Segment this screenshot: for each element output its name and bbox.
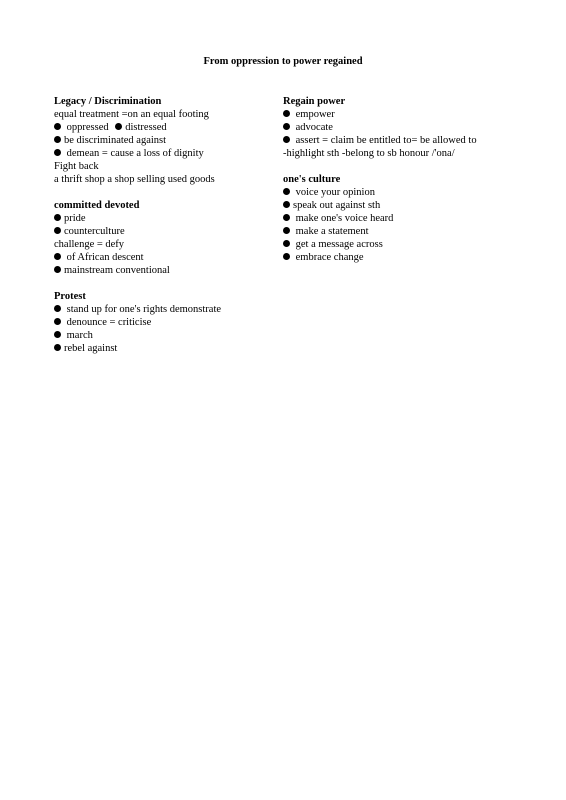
list-item (283, 121, 477, 134)
list-item (54, 225, 221, 238)
list-item (283, 251, 477, 264)
list-item-text: distressed (125, 122, 167, 133)
list-item (54, 329, 221, 342)
list-item-text: mainstream conventional (64, 265, 170, 276)
list-item (54, 251, 221, 264)
list-item-text: advocate (295, 122, 333, 133)
heading-regain-power: Regain power (283, 96, 346, 107)
list-item (54, 121, 221, 134)
list-item (283, 225, 477, 238)
bullet-icon (283, 188, 290, 195)
list-item (283, 238, 477, 251)
heading-protest: Protest (54, 291, 86, 302)
list-item-text: be discriminated against (64, 135, 167, 146)
list-item-text: of African descent (66, 252, 144, 263)
bullet-icon (283, 136, 290, 143)
list-item-text: make a statement (295, 226, 369, 237)
list-item (54, 212, 221, 225)
bullet-icon (54, 266, 61, 273)
bullet-icon (283, 227, 290, 234)
list-item-text: oppressed (66, 122, 109, 133)
bullet-icon (54, 123, 61, 130)
list-item-text: stand up for one's rights demonstrate (66, 304, 222, 315)
bullet-icon (54, 344, 61, 351)
list-item-text: speak out against sth (293, 200, 381, 211)
bullet-icon (54, 305, 61, 312)
text-line: -highlight sth -belong to sb honour /'ona/ (283, 148, 455, 159)
heading-committed: committed devoted (54, 200, 140, 211)
heading-legacy: Legacy / Discrimination (54, 96, 162, 107)
left-column (54, 95, 221, 355)
bullet-icon (283, 240, 290, 247)
list-item-text: rebel against (64, 343, 118, 354)
text-line: equal treatment =on an equal footing (54, 109, 209, 120)
list-item-text: assert = claim be entitled to= be allowed to (295, 135, 477, 146)
list-item-text: denounce = criticise (66, 317, 152, 328)
list-item (54, 134, 221, 147)
document-title: From oppression to power regained (203, 56, 363, 67)
bullet-icon (283, 110, 290, 117)
bullet-icon (283, 201, 290, 208)
list-item-text: demean = cause a loss of dignity (66, 148, 204, 159)
text-line: challenge = defy (54, 239, 125, 250)
bullet-icon (283, 253, 290, 260)
list-item (54, 147, 221, 160)
list-item-text: get a message across (295, 239, 383, 250)
bullet-icon (54, 318, 61, 325)
list-item (283, 134, 477, 147)
right-column (283, 95, 477, 264)
list-item (54, 342, 221, 355)
list-item (283, 108, 477, 121)
bullet-icon (54, 149, 61, 156)
list-item (54, 316, 221, 329)
bullet-icon (283, 214, 290, 221)
list-item-text: make one's voice heard (295, 213, 394, 224)
list-item (283, 199, 477, 212)
list-item (283, 186, 477, 199)
bullet-icon (54, 214, 61, 221)
list-item (54, 303, 221, 316)
list-item-text: march (66, 330, 93, 341)
list-item-text: voice your opinion (295, 187, 375, 198)
list-item (54, 264, 221, 277)
bullet-icon (283, 123, 290, 130)
list-item-text: empower (295, 109, 335, 120)
bullet-icon (54, 136, 61, 143)
list-item-text: embrace change (295, 252, 364, 263)
bullet-icon (54, 331, 61, 338)
list-item-text: pride (64, 213, 86, 224)
bullet-icon (54, 253, 61, 260)
bullet-icon (54, 227, 61, 234)
bullet-icon (115, 123, 122, 130)
list-item-text: counterculture (64, 226, 125, 237)
list-item (283, 212, 477, 225)
heading-ones-culture: one's culture (283, 174, 341, 185)
text-line: a thrift shop a shop selling used goods (54, 174, 215, 185)
text-line: Fight back (54, 161, 99, 172)
